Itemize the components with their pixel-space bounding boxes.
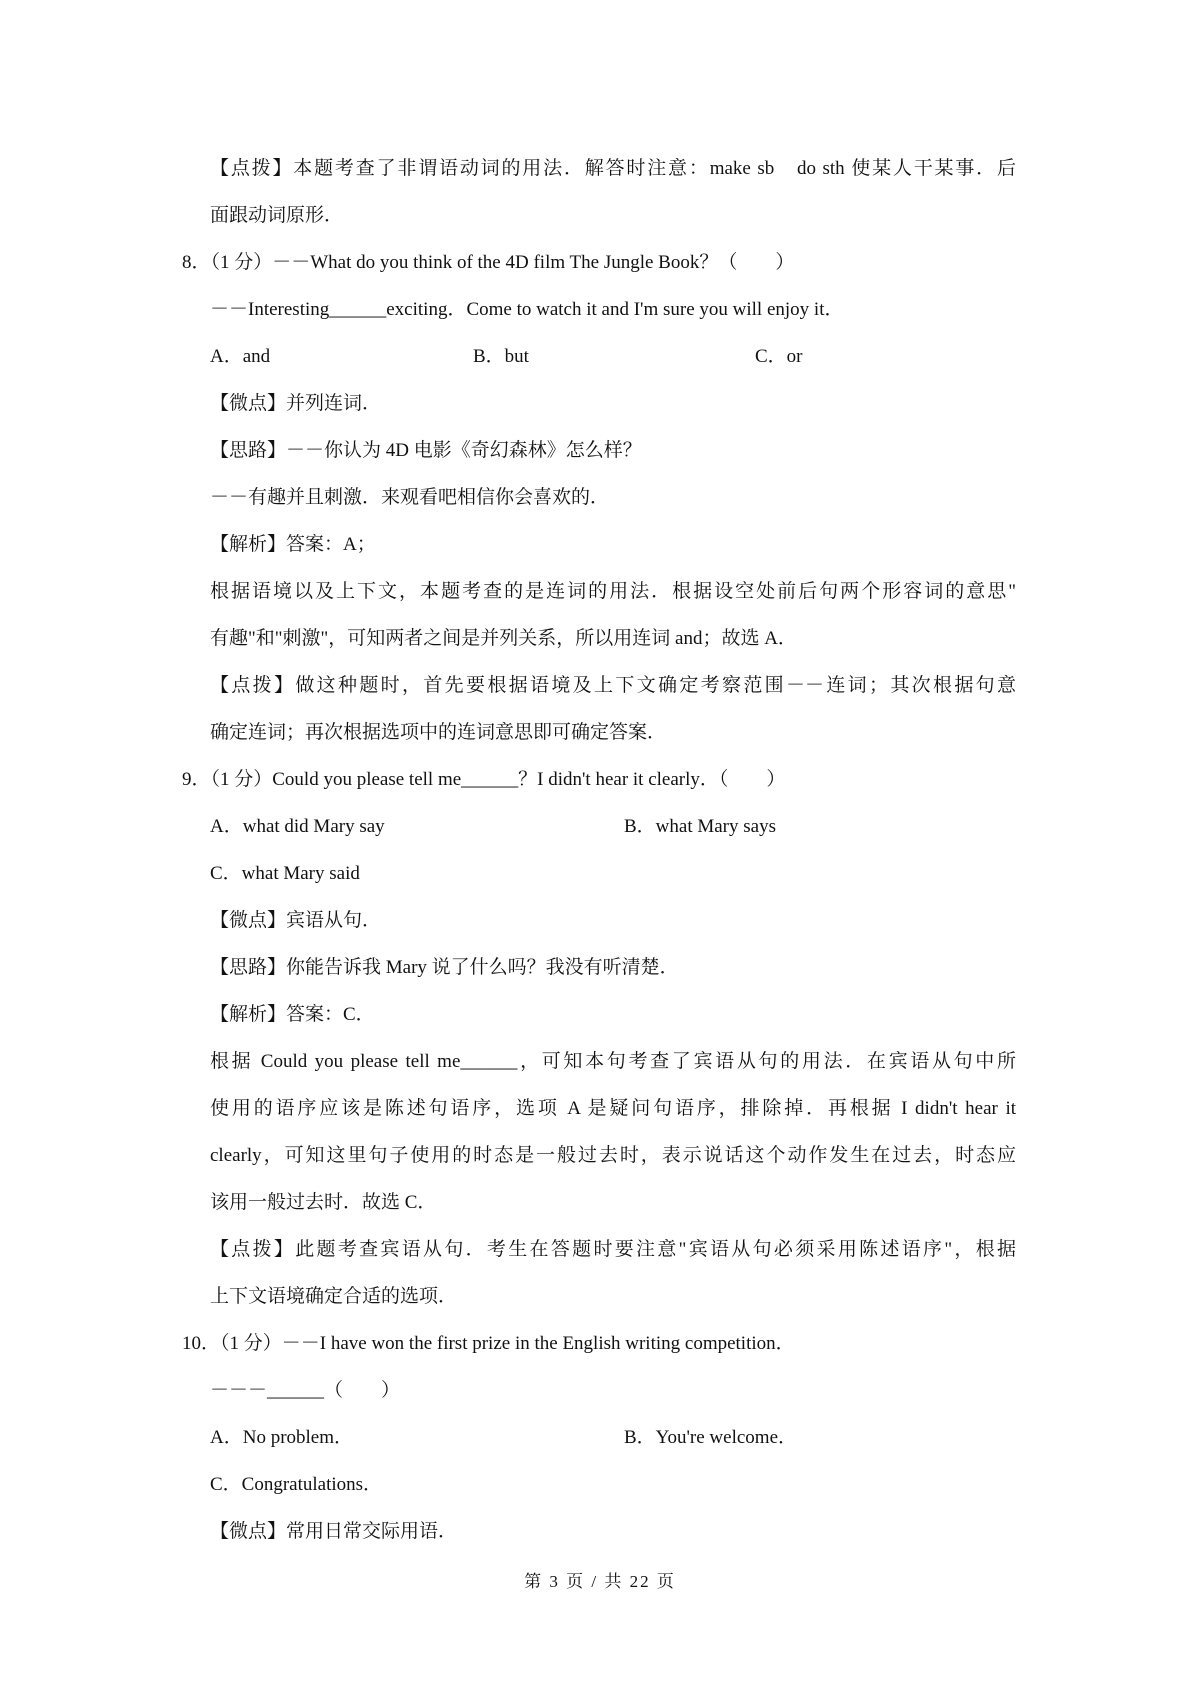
analysis-line: 【解析】答案：C．	[210, 1004, 375, 1025]
tip-line: 【点拨】此题考查宾语从句．考生在答题时要注意"宾语从句必须采用陈述语序"，根据	[210, 1239, 1016, 1260]
analysis-line: 根据 Could you please tell me______，可知本句考查了宾语从句的用法．在宾语从句中所	[210, 1051, 1016, 1072]
page-footer: 第 3 页 / 共 22 页	[524, 1572, 676, 1591]
tip-line: 【点拨】做这种题时，首先要根据语境及上下文确定考察范围－－连词；其次根据句意	[210, 675, 1016, 696]
option-b: B．what Mary says	[624, 816, 776, 837]
question-9	[0, 756, 1200, 1320]
idea-line: 【思路】你能告诉我 Mary 说了什么吗？我没有听清楚．	[210, 957, 679, 978]
knowledge-point: 【微点】常用日常交际用语．	[210, 1521, 458, 1542]
option-b: B．but	[473, 346, 529, 367]
option-b: B．You're welcome．	[624, 1427, 798, 1448]
previous-question-tip	[0, 145, 1200, 239]
page-body	[0, 145, 1200, 1555]
question-10	[0, 1320, 1200, 1555]
option-a: A．what did Mary say	[210, 816, 385, 837]
tip-line: 面跟动词原形．	[210, 205, 344, 226]
option-a: A．No problem．	[210, 1427, 354, 1448]
analysis-line: clearly，可知这里句子使用的时态是一般过去时，表示说话这个动作发生在过去，时态应	[210, 1145, 1016, 1166]
question-stem: 9．（1 分）Could you please tell me______？I didn't hear it clearly．（ ）	[182, 769, 786, 790]
dialogue-line: －－－______（ ）	[210, 1380, 401, 1401]
analysis-line: 该用一般过去时．故选 C．	[210, 1192, 437, 1213]
tip-line: 上下文语境确定合适的选项．	[210, 1286, 458, 1307]
options-row	[210, 333, 1016, 380]
knowledge-point: 【微点】并列连词．	[210, 393, 382, 414]
analysis-line: 有趣"和"刺激"，可知两者之间是并列关系，所以用连词 and；故选 A．	[210, 628, 797, 649]
knowledge-point: 【微点】宾语从句．	[210, 910, 382, 931]
analysis-line: 【解析】答案：A；	[210, 534, 376, 555]
options-row	[210, 850, 1016, 897]
question-8	[0, 239, 1200, 756]
dialogue-line: －－Interesting______exciting．Come to watch it and I'm sure you will enjoy it．	[210, 299, 844, 320]
options-row	[210, 1461, 1016, 1508]
analysis-line: 使用的语序应该是陈述句语序，选项 A 是疑问句语序，排除掉．再根据 I didn't hear it	[210, 1098, 1016, 1119]
question-stem: 8．（1 分）－－What do you think of the 4D film The Jungle Book？（ ）	[182, 252, 795, 273]
option-c: C．what Mary said	[210, 863, 360, 884]
idea-line: －－有趣并且刺激．来观看吧相信你会喜欢的．	[210, 487, 610, 508]
options-row	[210, 803, 1016, 850]
options-row	[210, 1414, 1016, 1461]
option-a: A．and	[210, 346, 271, 367]
analysis-line: 根据语境以及上下文，本题考查的是连词的用法．根据设空处前后句两个形容词的意思"	[210, 581, 1016, 602]
idea-line: 【思路】－－你认为 4D 电影《奇幻森林》怎么样？	[210, 440, 642, 461]
option-c: C．Congratulations．	[210, 1474, 383, 1495]
question-stem: 10．（1 分）－－I have won the first prize in the English writing competition．	[182, 1333, 795, 1354]
tip-line: 确定连词；再次根据选项中的连词意思即可确定答案．	[210, 722, 667, 743]
option-c: C．or	[755, 346, 803, 367]
tip-line: 【点拨】本题考查了非谓语动词的用法．解答时注意：make sb do sth 使某人干某事．后	[210, 158, 1016, 179]
